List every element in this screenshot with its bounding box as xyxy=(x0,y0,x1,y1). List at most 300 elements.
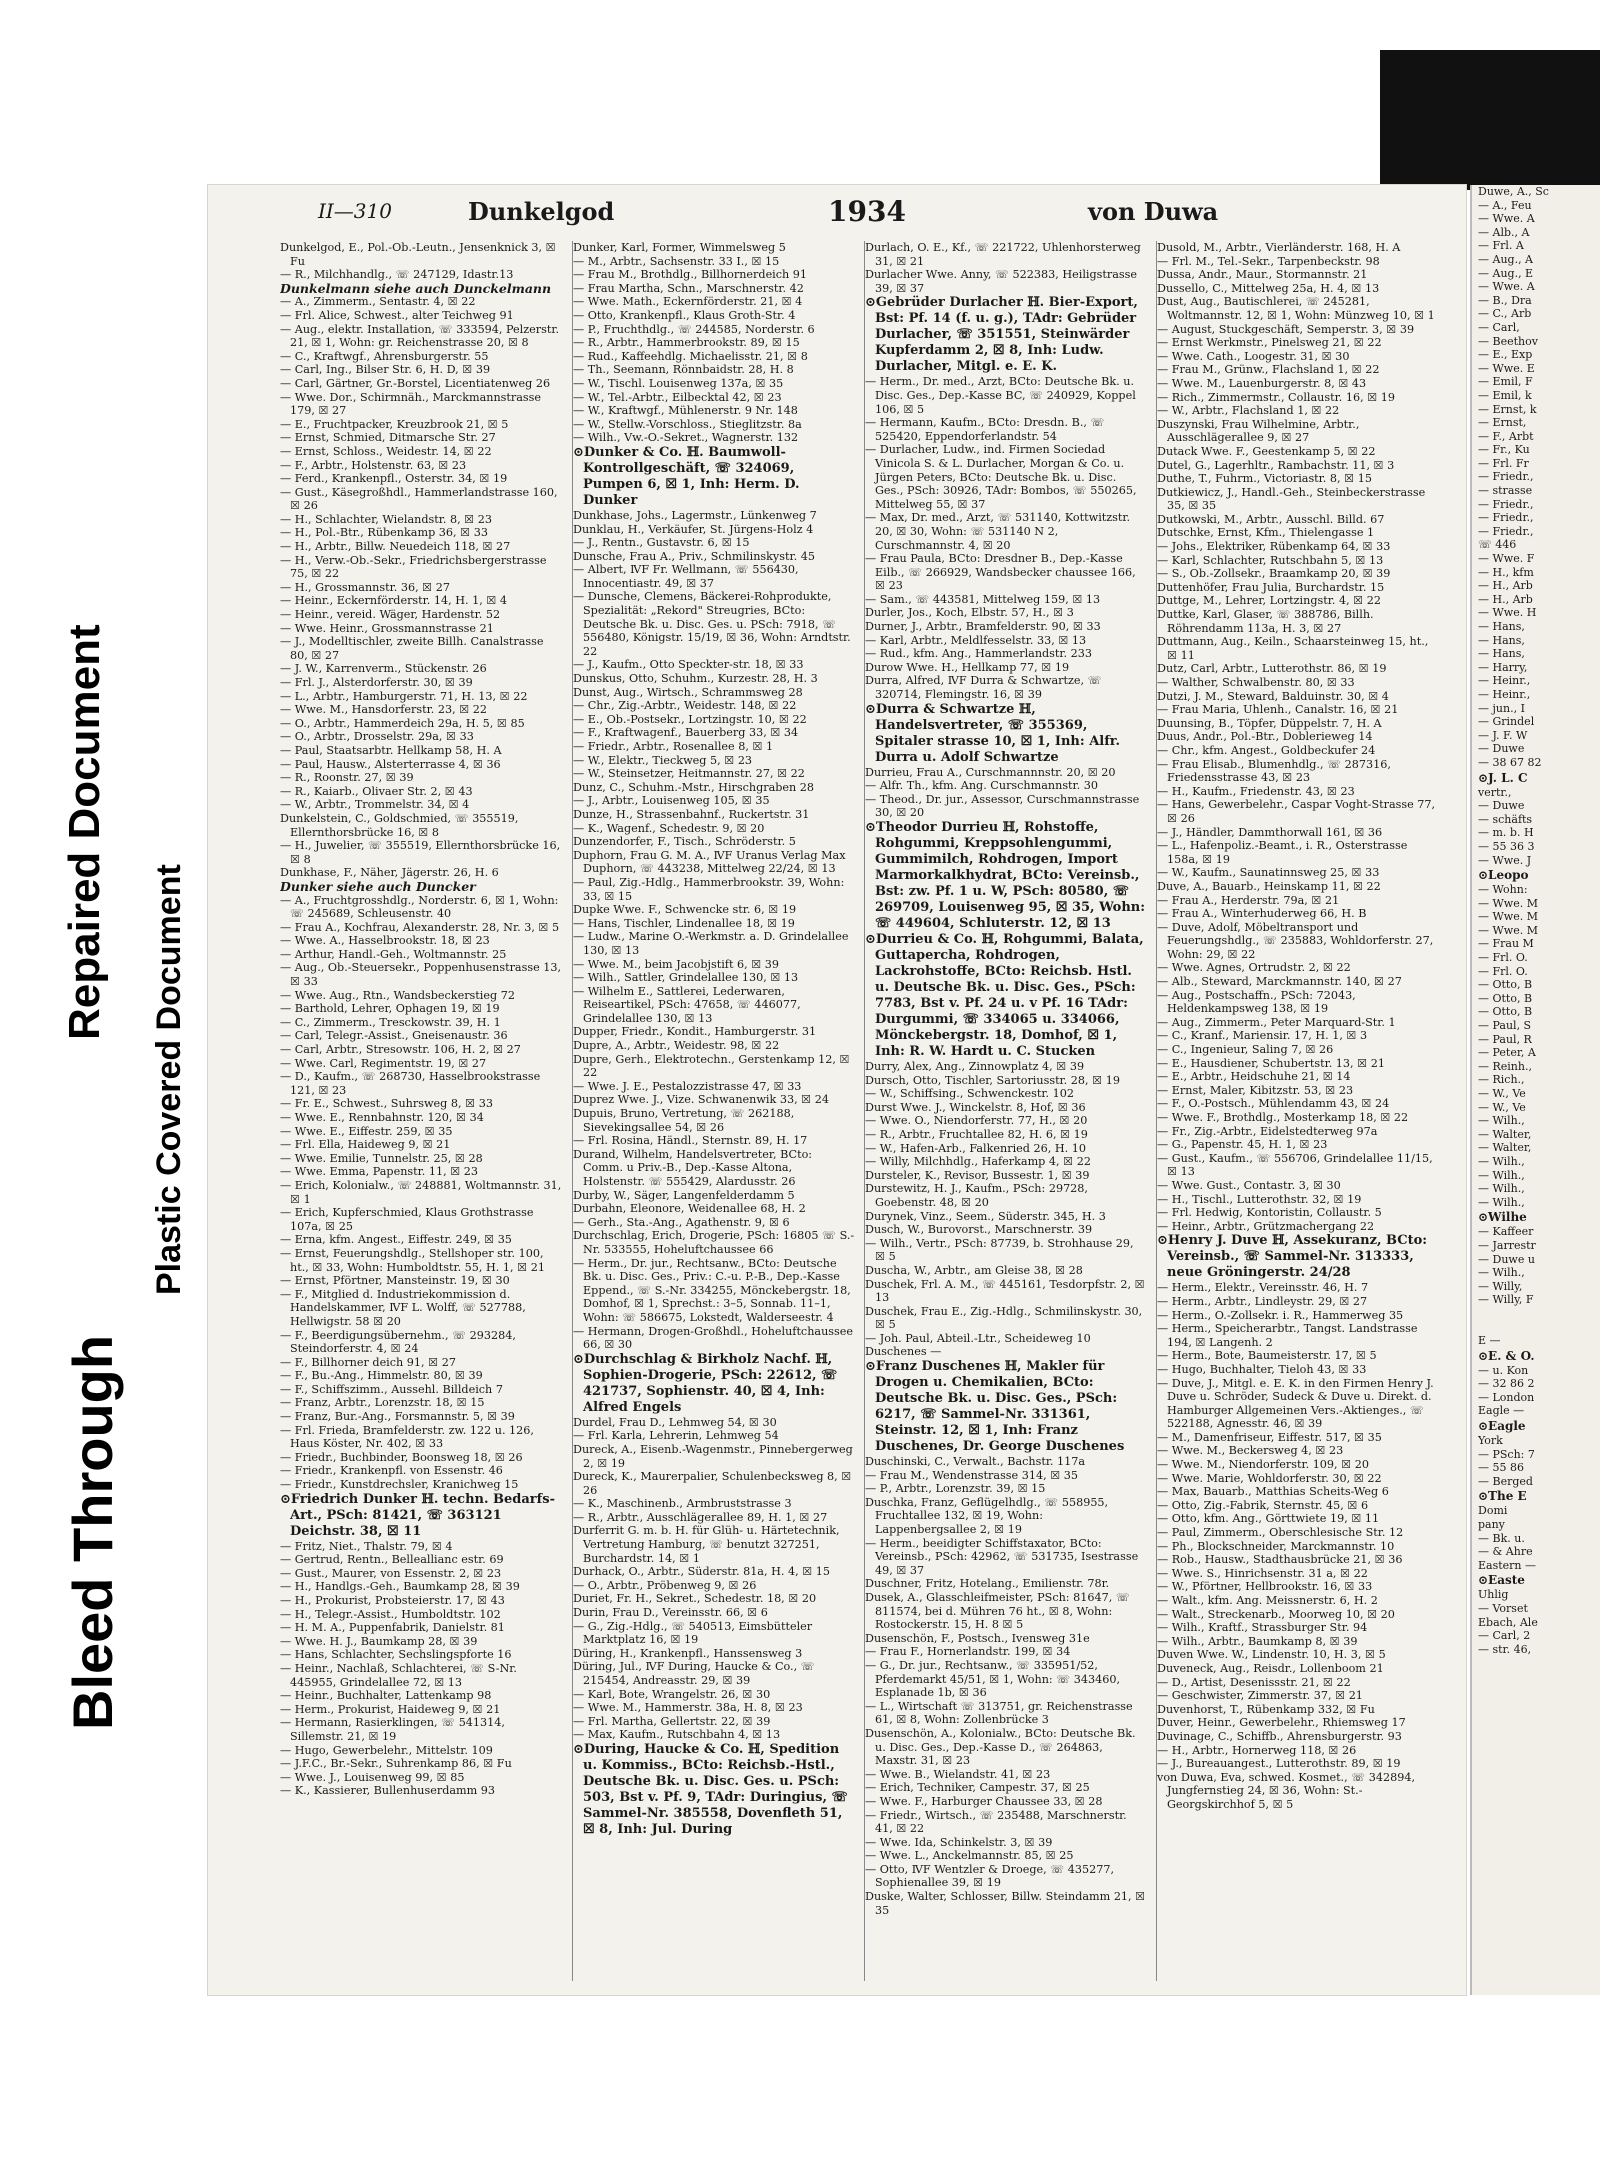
directory-entry: — Wwe. L., Anckelmannstr. 85, ☒ 25 xyxy=(865,1849,1074,1863)
directory-entry: — Wwe. M., Hansdorferstr. 23, ☒ 22 xyxy=(280,703,488,717)
directory-entry: — Wwe. Ida, Schinkelstr. 3, ☒ 39 xyxy=(865,1835,1053,1849)
fragment-line: ⊙The E xyxy=(1478,1489,1527,1504)
directory-entry: — Ernst, Maler, Kibitzstr. 53, ☒ 23 xyxy=(1157,1083,1354,1097)
fragment-line: — Wwe. F xyxy=(1478,552,1535,566)
directory-entry: — Wwe. O., Niendorferstr. 77, H., ☒ 20 xyxy=(865,1114,1088,1128)
fragment-line: — Wilh., xyxy=(1478,1114,1525,1128)
directory-entry: — R., Milchhandlg., ☏ 247129, Idastr.13 xyxy=(280,268,514,282)
directory-entry: Dunskus, Otto, Schuhm., Kurzestr. 28, H. 3 xyxy=(573,672,818,686)
directory-entry: — Alb., Steward, Marckmannstr. 140, ☒ 27 xyxy=(1157,975,1402,989)
directory-entry: — Frl. M., Tel.-Sekr., Tarpenbeckstr. 98 xyxy=(1157,254,1380,268)
guide-word-first: Dunkelgod xyxy=(468,197,615,226)
directory-entry: — Frl. Frieda, Bramfelderstr. zw. 122 u. 126, Haus Köster, Nr. 402, ☒ 33 xyxy=(280,1423,534,1451)
directory-entry: Duveneck, Aug., Reisdr., Lollenboom 21 xyxy=(1157,1661,1384,1675)
fragment-line: — Walter, xyxy=(1478,1127,1532,1141)
fragment-line: — Ernst, k xyxy=(1478,402,1537,416)
directory-entry: — Friedr., Arbtr., Rosenallee 8, ☒ 1 xyxy=(573,740,774,753)
directory-entry: — Chr., kfm. Angest., Goldbeckufer 24 xyxy=(1157,743,1376,757)
directory-entry: Durferrit G. m. b. H. für Glüh- u. Härtetechnik, Vertretung Hamburg, ☏ benutzt 327251, Burchardstr. 14, ☒ 1 xyxy=(573,1524,840,1565)
directory-entry: — Herm., Elektr., Vereinsstr. 46, H. 7 xyxy=(1157,1281,1369,1295)
directory-entry: — H., Kaufm., Friedenstr. 43, ☒ 23 xyxy=(1157,784,1355,798)
directory-entry: — Walt., Streckenarb., Moorweg 10, ☒ 20 xyxy=(1157,1607,1395,1621)
directory-entry: — Wwe. Gust., Contastr. 3, ☒ 30 xyxy=(1157,1178,1341,1192)
directory-entry: — Chr., Zig.-Arbtr., Weidestr. 148, ☒ 22 xyxy=(573,699,797,713)
directory-entry: Duschenes — xyxy=(865,1345,942,1359)
directory-entry: Dutz, Carl, Arbtr., Lutterothstr. 86, ☒ 19 xyxy=(1157,662,1387,676)
directory-entry: Dupre, A., Arbtr., Weidestr. 98, ☒ 22 xyxy=(573,1039,780,1053)
directory-entry: — Dunsche, Clemens, Bäckerei-Rohprodukte, Spezialität: „Rekord" Streugries, BCto: Deutsche Bk. u. Disc. Ges. u. PSch: 7918, ☏ 556480, Königstr. 15/19, ☒ 36, Wohn: Arndtstr. 22 xyxy=(573,590,851,658)
directory-entry: — Walther, Schwalbenstr. 80, ☒ 33 xyxy=(1157,676,1355,689)
directory-entry: Durner, J., Arbtr., Bramfelderstr. 90, ☒ 33 xyxy=(865,620,1101,634)
directory-entry: — J., Kaufm., Otto Speckter-str. 18, ☒ 33 xyxy=(573,658,804,672)
directory-entry: Duschek, Frau E., Zig.-Hdlg., Schmilinskystr. 30, ☒ 5 xyxy=(865,1304,1143,1332)
fragment-line: — Willy, xyxy=(1478,1279,1523,1293)
directory-entry: Duvinage, C., Schiffb., Ahrensburgerstr. 93 xyxy=(1157,1729,1402,1743)
directory-entry: — C., Kraftwgf., Ahrensburgerstr. 55 xyxy=(280,349,489,363)
fragment-line: — Heinr., xyxy=(1478,674,1531,688)
directory-entry: — Heinr., Buchhalter, Lattenkamp 98 xyxy=(280,1689,492,1703)
directory-entry: — Fritz, Niet., Thalstr. 79, ☒ 4 xyxy=(280,1539,453,1553)
directory-entry: — H., Handlgs.-Geh., Baumkamp 28, ☒ 39 xyxy=(280,1580,520,1594)
fragment-line: — Otto, B xyxy=(1478,1005,1533,1019)
directory-entry: — H. M. A., Puppenfabrik, Danielstr. 81 xyxy=(280,1621,505,1635)
fragment-line: — 32 86 2 xyxy=(1478,1377,1535,1391)
directory-entry: von Duwa, Eva, schwed. Kosmet., ☏ 342894, Jungfernstieg 24, ☒ 36, Wohn: St.-Georgskirchhof 5, ☒ 5 xyxy=(1157,1770,1416,1811)
directory-entry: — Carl, Telegr.-Assist., Gneisenaustr. 36 xyxy=(280,1029,508,1043)
directory-entry: — G., Zig.-Hdlg., ☏ 540513, Eimsbütteler Marktplatz 16, ☒ 19 xyxy=(573,1619,813,1647)
column-4 xyxy=(1156,241,1439,1981)
directory-entry: — R., Arbtr., Ausschlägerallee 89, H. 1, ☒ 27 xyxy=(573,1510,828,1524)
directory-entry: Dupke Wwe. F., Schwencke str. 6, ☒ 19 xyxy=(573,903,797,917)
directory-entry: — Wwe. M., beim Jacobjstift 6, ☒ 39 xyxy=(573,957,780,971)
directory-entry: — Wwe. B., Wielandstr. 41, ☒ 23 xyxy=(865,1767,1051,1781)
directory-entry: — Johs., Elektriker, Rübenkamp 64, ☒ 33 xyxy=(1157,540,1391,554)
directory-entry: — Wwe. M., Lauenburgerstr. 8, ☒ 43 xyxy=(1157,376,1367,390)
directory-entry: Duttenhöfer, Frau Julia, Burchardstr. 15 xyxy=(1157,580,1385,594)
directory-entry: — P., Arbtr., Lorenzstr. 39, ☒ 15 xyxy=(865,1482,1046,1496)
directory-entry: — R., Roonstr. 27, ☒ 39 xyxy=(280,771,414,785)
directory-entry: — Heinr., vereid. Wäger, Hardenstr. 52 xyxy=(280,608,501,622)
directory-entry: Dunkelmann siehe auch Dunckelmann xyxy=(280,280,552,296)
directory-entry: — Frau Maria, Uhlenh., Canalstr. 16, ☒ 21 xyxy=(1157,703,1399,717)
fragment-line: ⊙J. L. C xyxy=(1478,770,1528,785)
directory-entry: — Wwe. Emilie, Tunnelstr. 25, ☒ 28 xyxy=(280,1151,483,1165)
fragment-line: — W., Ve xyxy=(1478,1100,1526,1114)
directory-entry: — Wwe. Aug., Rtn., Wandsbeckerstieg 72 xyxy=(280,988,515,1002)
fragment-line: — Duwe xyxy=(1478,742,1525,756)
page-header xyxy=(208,193,1466,233)
directory-entry: — Hermann, Rasierklingen, ☏ 541314, Sillemstr. 21, ☒ 19 xyxy=(280,1716,505,1743)
directory-entry: Dutkiewicz, J., Handl.-Geh., Steinbeckerstrasse 35, ☒ 35 xyxy=(1157,485,1426,513)
directory-entry: — Hugo, Gewerbelehr., Mittelstr. 109 xyxy=(280,1743,493,1757)
fragment-line: — J. F. W xyxy=(1478,728,1528,742)
fragment-line: — Wilh., xyxy=(1478,1168,1525,1182)
directory-entry: — O., Arbtr., Drosselstr. 29a, ☒ 33 xyxy=(280,730,474,744)
fragment-line: pany xyxy=(1478,1518,1505,1532)
directory-entry: Dutel, G., Lagerhltr., Rambachstr. 11, ☒ 3 xyxy=(1157,458,1395,472)
fragment-line: — London xyxy=(1478,1390,1535,1404)
directory-entry: — P., Fruchthdlg., ☏ 244585, Norderstr. 6 xyxy=(573,322,815,336)
directory-entry: — Paul, Hausw., Alsterterrasse 4, ☒ 36 xyxy=(280,757,501,771)
fragment-line: — jun., I xyxy=(1478,701,1525,715)
directory-entry: — R., Arbtr., Hammerbrookstr. 89, ☒ 15 xyxy=(573,336,800,350)
fragment-line: — F., Arbt xyxy=(1478,429,1534,443)
directory-entry: ⊙Durrieu & Co. ℍ, Rohgummi, Balata, Guttapercha, Rohdrogen, Lackrohstoffe, BCto: Reichsb. Hstl. u. Deutsche Bk. u. Disc. Ges., PSch: 7783, Bst v. Pf. 24 u. v Pf. 16 TAdr: Durgummi, ☏ 334065 u. 334066, Mönckebergstr. 18, Domhof, ☒ 1, Inh: R. W. Hardt u. C. Stucken xyxy=(865,932,1144,1059)
directory-entry: — D., Kaufm., ☏ 268730, Hasselbrookstrasse 121, ☒ 23 xyxy=(280,1070,541,1097)
directory-entry: Dutack Wwe. F., Geestenkamp 5, ☒ 22 xyxy=(1157,444,1376,458)
directory-entry: Durhack, O., Arbtr., Süderstr. 81a, H. 4, ☒ 15 xyxy=(573,1565,831,1579)
fragment-line: — Frl. Fr xyxy=(1478,456,1529,470)
directory-entry: Durbahn, Eleonore, Weidenallee 68, H. 2 xyxy=(573,1202,806,1216)
directory-entry: — Sam., ☏ 443581, Mittelweg 159, ☒ 13 xyxy=(865,592,1101,606)
fragment-line: Eagle — xyxy=(1478,1404,1525,1418)
directory-entry: — Fr., Zig.-Arbtr., Eidelstedterweg 97a xyxy=(1157,1124,1378,1138)
fragment-line: — Harry, xyxy=(1478,660,1528,674)
directory-entry: — Herm., Speicherarbtr., Tangst. Landstrasse 194, ☒ Langenh. 2 xyxy=(1157,1322,1418,1349)
directory-entry: — C., Ingenieur, Saling 7, ☒ 26 xyxy=(1157,1043,1334,1057)
fragment-line: — Peter, A xyxy=(1478,1046,1536,1060)
directory-entry: — Wwe. M., Niendorferstr. 109, ☒ 20 xyxy=(1157,1458,1369,1472)
fragment-line: — Wwe. H xyxy=(1478,606,1537,620)
fragment-line: — Walter, xyxy=(1478,1141,1532,1155)
directory-entry: — Paul, Zimmerm., Oberschlesische Str. 12 xyxy=(1157,1526,1404,1540)
directory-entry: — Herm., Dr. jur., Rechtsanw., BCto: Deutsche Bk. u. Disc. Ges., Priv.: C.-u. P.-B., Dep.-Kasse Eppend., ☏ S.-Nr. 334255, Mönckebergstr. 18, Domhof, ☒ 1, Sprechst.: 3–5, Sonnab. 11–1, Wohn: ☏ 586675, Lokstedt, Walderseestr. 4 xyxy=(573,1256,851,1324)
directory-entry: — C., Kranf., Mariensir. 17, H. 1, ☒ 3 xyxy=(1157,1029,1368,1043)
directory-entry: — Walt., kfm. Ang. Meissnerstr. 6, H. 2 xyxy=(1157,1594,1378,1607)
fragment-line: — Berged xyxy=(1478,1474,1533,1488)
directory-entry: — Gust., Maurer, von Essenstr. 2, ☒ 23 xyxy=(280,1566,502,1580)
directory-entry: — J., Bureauangest., Lutterothstr. 89, ☒ 19 xyxy=(1157,1757,1401,1771)
directory-entry: — W., Elektr., Tieckweg 5, ☒ 23 xyxy=(573,753,753,767)
directory-entry: — Gust., Käsegroßhdl., Hammerlandstrasse 160, ☒ 26 xyxy=(280,485,558,513)
directory-entry: Dunkhase, Johs., Lagermstr., Lünkenweg 7 xyxy=(573,508,817,522)
directory-entry: — Rob., Hausw., Stadthausbrücke 21, ☒ 36 xyxy=(1157,1553,1403,1567)
fragment-line: — Wwe. M xyxy=(1478,923,1538,937)
directory-entry: Duunsing, B., Töpfer, Düppelstr. 7, H. A xyxy=(1157,716,1382,730)
directory-entry: — Herm., Dr. med., Arzt, BCto: Deutsche Bk. u. Disc. Ges., Dep.-Kasse BC, ☏ 240929, Koppel 106, ☒ 5 xyxy=(865,375,1136,416)
directory-entry: Durand, Wilhelm, Handelsvertreter, BCto: Comm. u Priv.-B., Dep.-Kasse Altona, Holstenstr. ☏ 555429, Alardusstr. 26 xyxy=(573,1147,813,1188)
directory-entry: Dunker siehe auch Duncker xyxy=(280,878,476,894)
directory-entry: Dussello, C., Mittelweg 25a, H. 4, ☒ 13 xyxy=(1157,281,1380,295)
directory-entry: — Paul, Zig.-Hdlg., Hammerbrookstr. 39, Wohn: 33, ☒ 15 xyxy=(573,875,845,903)
directory-entry: — Herm., Prokurist, Haideweg 9, ☒ 21 xyxy=(280,1702,501,1716)
directory-entry: — Rud., Kaffeehdlg. Michaelisstr. 21, ☒ 8 xyxy=(573,349,808,363)
fragment-line: — Wwe. M xyxy=(1478,910,1538,924)
directory-entry: — Herm., Bote, Baumeisterstr. 17, ☒ 5 xyxy=(1157,1349,1377,1363)
fragment-line: ⊙Wilhe xyxy=(1478,1210,1527,1225)
directory-entry: Dutzi, J. M., Steward, Balduinstr. 30, ☒ 4 xyxy=(1157,689,1389,703)
fragment-line: vertr., xyxy=(1478,785,1512,799)
label-bleed-through: Bleed Through xyxy=(61,1334,124,1730)
directory-entry: — Willy, Milchhdlg., Haferkamp 4, ☒ 22 xyxy=(865,1155,1091,1169)
fragment-line: — 55 86 xyxy=(1478,1461,1524,1475)
columns-area xyxy=(280,241,1462,1991)
directory-entry: — Hans, Gewerbelehr., Caspar Voght-Strasse 77, ☒ 26 xyxy=(1157,798,1436,825)
directory-entry: Durdel, Frau D., Lehmweg 54, ☒ 30 xyxy=(573,1415,777,1429)
directory-entry: — Fr. E., Schwest., Suhrsweg 8, ☒ 33 xyxy=(280,1097,493,1111)
fragment-line: — Otto, B xyxy=(1478,991,1533,1005)
guide-word-last: von Duwa xyxy=(1088,197,1219,226)
directory-entry: Dusenschön, A., Kolonialw., BCto: Deutsche Bk. u. Disc. Ges., Dep.-Kasse D., ☏ 264863, Maxstr. 31, ☒ 23 xyxy=(865,1726,1136,1768)
directory-entry: Duschner, Fritz, Hotelang., Emilienstr. 78r. xyxy=(865,1577,1110,1591)
fragment-line: ⊙E. & O. xyxy=(1478,1348,1535,1363)
directory-entry: — Frl. Hedwig, Kontoristin, Collaustr. 5 xyxy=(1157,1206,1382,1220)
fragment-line: — Friedr., xyxy=(1478,524,1534,538)
directory-entry: — Herm., O.-Zollsekr. i. R., Hammerweg 35 xyxy=(1157,1308,1404,1322)
directory-entry: — A., Zimmerm., Sentastr. 4, ☒ 22 xyxy=(280,295,476,309)
fragment-line: — Emil, k xyxy=(1478,388,1532,402)
directory-entry: — G., Dr. jur., Rechtsanw., ☏ 335951/52, Pferdemarkt 45/51, ☒ 1, Wohn: ☏ 343460, Esplanade 1b, ☒ 36 xyxy=(865,1658,1121,1700)
directory-entry: Duttge, M., Lehrer, Lortzingstr. 4, ☒ 22 xyxy=(1157,594,1382,608)
directory-entry: — Wwe. Emma, Papenstr. 11, ☒ 23 xyxy=(280,1165,479,1179)
directory-entry: — E., Arbtr., Heidschuhe 21, ☒ 14 xyxy=(1157,1070,1351,1084)
directory-entry: — Frau A., Kochfrau, Alexanderstr. 28, Nr. 3, ☒ 5 xyxy=(280,920,560,934)
directory-entry: ⊙Theodor Durrieu ℍ, Rohstoffe, Rohgummi, Kreppsohlengummi, Gummimilch, Rohdrogen, Import Marmorkalkhydrat, BCto: Vereinsb., Bst: zw. Pf. 1 u. W, PSch: 80580, ☏ 269709, Louisenweg 95, ☒ 35, Wohn: ☏ 449604, Schluterstr. 12, ☒ 13 xyxy=(865,820,1146,931)
fragment-line: E — xyxy=(1478,1334,1501,1348)
directory-entry: — Carl, Gärtner, Gr.-Borstel, Licentiatenweg 26 xyxy=(280,376,551,390)
directory-entry: Dunze, H., Strassenbahnf., Ruckertstr. 31 xyxy=(573,807,810,821)
directory-entry: — Frl. J., Alsterdorferstr. 30, ☒ 39 xyxy=(280,676,473,689)
directory-entry: — H., Arbtr., Hornerweg 118, ☒ 26 xyxy=(1157,1743,1357,1757)
directory-entry: — Ernst, Schmied, Ditmarsche Str. 27 xyxy=(280,431,496,445)
directory-entry: — Friedr., Kunstdrechsler, Kranichweg 15 xyxy=(280,1478,519,1492)
directory-entry: Durra, Alfred, ⅣF Durra & Schwartze, ☏ 320714, Flemingstr. 16, ☒ 39 xyxy=(865,674,1102,702)
directory-entry: — Wilh., Kraftf., Strassburger Str. 94 xyxy=(1157,1621,1368,1635)
directory-entry: Dupper, Friedr., Kondit., Hamburgerstr. 31 xyxy=(573,1025,817,1039)
fragment-line: — H., Arb xyxy=(1478,592,1533,606)
directory-entry: — Wilh., Vw.-O.-Sekret., Wagnerstr. 132 xyxy=(573,431,799,445)
directory-entry: — Ludw., Marine O.-Werkmstr. a. D. Grindelallee 130, ☒ 13 xyxy=(573,930,849,957)
fragment-line: — Heinr., xyxy=(1478,687,1531,701)
directory-entry: — Wwe. M., Hammerstr. 38a, H. 8, ☒ 23 xyxy=(573,1701,803,1715)
fragment-line: — Friedr., xyxy=(1478,470,1534,484)
directory-entry: — Herm., Arbtr., Lindleystr. 29, ☒ 27 xyxy=(1157,1294,1368,1308)
fragment-line: — Vorset xyxy=(1478,1602,1528,1615)
directory-entry: — Wwe. M., Beckersweg 4, ☒ 23 xyxy=(1157,1444,1344,1458)
directory-entry: — Ernst, Pförtner, Mansteinstr. 19, ☒ 30 xyxy=(280,1274,510,1288)
directory-entry: — Wwe. Marie, Wohldorferstr. 30, ☒ 22 xyxy=(1157,1471,1382,1485)
fragment-line: — Jarrestr xyxy=(1478,1238,1536,1252)
column-1 xyxy=(280,241,562,1981)
fragment-line: — Friedr., xyxy=(1478,511,1534,525)
fragment-line: — Beethov xyxy=(1478,334,1538,348)
fragment-line: Domi xyxy=(1478,1504,1508,1518)
directory-entry: — J., Modelltischler, zweite Billh. Canalstrasse 80, ☒ 27 xyxy=(280,635,544,662)
fragment-line: — 38 67 82 xyxy=(1478,755,1542,769)
directory-entry: — Karl, Arbtr., Meldlfesselstr. 33, ☒ 13 xyxy=(865,633,1087,647)
directory-entry: — Aug., Zimmerm., Peter Marquard-Str. 1 xyxy=(1157,1015,1396,1029)
directory-entry: — M., Arbtr., Sachsenstr. 33 I., ☒ 15 xyxy=(573,254,780,268)
fragment-line: — Wilh., xyxy=(1478,1154,1525,1168)
fragment-line: — PSch: 7 xyxy=(1478,1447,1535,1461)
fragment-line: Ebach, Ale xyxy=(1478,1615,1538,1629)
film-border-top xyxy=(0,0,1600,40)
directory-entry: — Duve, J., Mitgl. e. E. K. in den Firmen Henry J. Duve u. Schröder, Sudeck & Duve u. Direkt. d. Hamburger Allgemeinen Vers.-Aktienges., ☏ 522188, Agnesstr. 46, ☒ 39 xyxy=(1157,1376,1434,1431)
directory-entry: — S., Ob.-Zollsekr., Braamkamp 20, ☒ 39 xyxy=(1157,567,1391,581)
directory-entry: — W., Pförtner, Hellbrookstr. 16, ☒ 33 xyxy=(1157,1580,1373,1594)
directory-entry: — Hugo, Buchhalter, Tieloh 43, ☒ 33 xyxy=(1157,1362,1367,1376)
directory-entry: — K., Wagenf., Schedestr. 9, ☒ 20 xyxy=(573,821,765,835)
directory-entry: — Erich, Techniker, Campestr. 37, ☒ 25 xyxy=(865,1781,1090,1795)
directory-entry: — Frau A., Herderstr. 79a, ☒ 21 xyxy=(1157,893,1340,907)
directory-entry: — Friedr., Krankenpfl. von Essenstr. 46 xyxy=(280,1464,503,1478)
fragment-line: — Friedr., xyxy=(1478,497,1534,511)
fragment-line: — Wwe. E xyxy=(1478,361,1535,375)
directory-entry: — Otto, kfm. Ang., Görttwiete 19, ☒ 11 xyxy=(1157,1512,1380,1526)
directory-entry: — W., Tel.-Arbtr., Eilbecktal 42, ☒ 23 xyxy=(573,390,782,404)
directory-entry: — Frau Elisab., Blumenhdlg., ☏ 287316, Friedensstrasse 43, ☒ 23 xyxy=(1157,757,1391,785)
directory-entry: Dust, Aug., Bautischlerei, ☏ 245281, Woltmannstr. 12, ☒ 1, Wohn: Münzweg 10, ☒ 1 xyxy=(1157,295,1435,322)
directory-entry: — W., Hafen-Arb., Falkenried 26, H. 10 xyxy=(865,1141,1086,1155)
fragment-line: ⊙Leopo xyxy=(1478,868,1529,883)
directory-entry: — E., Ob.-Postsekr., Lortzingstr. 10, ☒ 22 xyxy=(573,712,807,726)
fragment-line: — Kaffeer xyxy=(1478,1225,1534,1239)
directory-entry: — Frau F., Hornerlandstr. 199, ☒ 34 xyxy=(865,1645,1071,1659)
directory-entry: Dupuis, Bruno, Vertretung, ☏ 262188, Sievekingsallee 54, ☒ 26 xyxy=(573,1107,795,1134)
fragment-line: — Rich., xyxy=(1478,1073,1525,1087)
directory-entry: — Barthold, Lehrer, Ophagen 19, ☒ 19 xyxy=(280,1002,500,1016)
fragment-line: — Ernst, xyxy=(1478,416,1527,430)
directory-entry: Dunkhase, F., Näher, Jägerstr. 26, H. 6 xyxy=(280,866,499,880)
directory-entry: — H., Arbtr., Billw. Neuedeich 118, ☒ 27 xyxy=(280,540,511,554)
directory-entry: Duve, A., Bauarb., Heinskamp 11, ☒ 22 xyxy=(1157,879,1381,893)
fragment-line: — Frl. O. xyxy=(1478,951,1528,965)
directory-entry: — Rich., Zimmermstr., Collaustr. 16, ☒ 19 xyxy=(1157,390,1396,404)
directory-entry: Düring, Jul., ⅣF During, Haucke & Co., ☏ 215454, Andreasstr. 29, ☒ 39 xyxy=(573,1660,815,1687)
fragment-line: — Otto, B xyxy=(1478,978,1533,992)
directory-entry: — F., Arbtr., Holstenstr. 63, ☒ 23 xyxy=(280,458,467,472)
directory-entry: — Aug., Postschaffn., PSch: 72043, Heldenkampsweg 138, ☒ 19 xyxy=(1157,988,1356,1016)
fragment-line: Uhlig xyxy=(1478,1588,1509,1602)
directory-entry: Dupre, Gerh., Elektrotechn., Gerstenkamp 12, ☒ 22 xyxy=(573,1052,850,1080)
fragment-line: — B., Dra xyxy=(1478,293,1532,307)
directory-entry: Dusek, A., Glasschleifmeister, PSch: 81647, ☏ 811574, bei d. Mühren 76 ht., ☒ 8, Wohn: Rostockerstr. 15, H. 8 ☒ 5 xyxy=(865,1591,1130,1632)
directory-entry: Durow Wwe. H., Hellkamp 77, ☒ 19 xyxy=(865,660,1070,674)
directory-entry: Duprez Wwe. J., Vize. Schwanenwik 33, ☒ 24 xyxy=(573,1093,830,1107)
directory-entry: — Heinr., Nachlaß, Schlachterei, ☏ S-Nr. 445955, Grindelallee 72, ☒ 13 xyxy=(280,1661,517,1689)
directory-entry: — W., Tischl. Louisenweg 137a, ☒ 35 xyxy=(573,376,784,390)
directory-entry: — Th., Seemann, Rönnbaidstr. 28, H. 8 xyxy=(573,363,794,377)
fragment-line: — Duwe xyxy=(1478,799,1525,813)
directory-entry: — Frl. Martha, Gellertstr. 22, ☒ 39 xyxy=(573,1714,771,1728)
directory-entry: — F., Billhorner deich 91, ☒ 27 xyxy=(280,1355,456,1369)
directory-entry: — J. W., Karrenverm., Stückenstr. 26 xyxy=(280,662,487,676)
directory-entry: — H., Verw.-Ob.-Sekr., Friedrichsbergerstrasse 75, ☒ 22 xyxy=(280,553,547,581)
directory-entry: Durlacher Wwe. Anny, ☏ 522383, Heiligstrasse 39, ☒ 37 xyxy=(865,268,1138,295)
directory-entry: — W., Steinsetzer, Heitmannstr. 27, ☒ 22 xyxy=(573,767,805,781)
directory-entry: — Max, Kaufm., Rutschbahn 4, ☒ 13 xyxy=(573,1728,781,1742)
directory-entry: — Otto, Krankenpfl., Klaus Groth-Str. 4 xyxy=(573,308,796,322)
fragment-line: — m. b. H xyxy=(1478,826,1534,840)
directory-entry: ⊙Gebrüder Durlacher ℍ. Bier-Export, Bst: Pf. 14 (f. u. g.), TAdr: Gebrüder Durlacher, ☏ 351551, Steinwärder Kupferdamm 2, ☒ 8, Inh: Ludw. Durlacher, Mitgl. e. E. K. xyxy=(865,295,1138,375)
fragment-line: — Alb., A xyxy=(1478,225,1530,239)
directory-entry: — Franz, Bur.-Ang., Forsmannstr. 5, ☒ 39 xyxy=(280,1410,515,1424)
fragment-line: — Wohn: xyxy=(1478,883,1528,897)
fragment-line: — Hans, xyxy=(1478,633,1525,647)
directory-entry: — Ernst, Schloss., Weidestr. 14, ☒ 22 xyxy=(280,444,492,458)
directory-entry: Düring, H., Krankenpfl., Hanssensweg 3 xyxy=(573,1646,803,1660)
directory-entry: — H., Pol.-Btr., Rübenkamp 36, ☒ 33 xyxy=(280,526,488,540)
directory-entry: Durry, Alex, Ang., Zinnowplatz 4, ☒ 39 xyxy=(865,1060,1085,1073)
directory-entry: — Max, Dr. med., Arzt, ☏ 531140, Kottwitzstr. 20, ☒ 30, Wohn: ☏ 531140 N 2, Curschmannstr. 4, ☒ 20 xyxy=(865,511,1131,552)
directory-entry: — Gertrud, Rentn., Belleallianc estr. 69 xyxy=(280,1553,504,1567)
directory-entry: — W., Stellw.-Vorschloss., Stieglitzstr. 8a xyxy=(573,417,802,431)
directory-entry: — Theod., Dr. jur., Assessor, Curschmannstrasse 30, ☒ 20 xyxy=(865,792,1140,820)
label-repaired-document: Repaired Document xyxy=(60,624,109,1040)
directory-entry: ⊙Franz Duschenes ℍ, Makler für Drogen u. Chemikalien, BCto: Deutsche Bk. u. Disc. Ges., PSch: 6217, ☏ Sammel-Nr. 331361, Steinstr. 12, ☒ 1, Inh: Franz Duschenes, Dr. George Duschenes xyxy=(865,1359,1125,1455)
directory-entry: Duschka, Franz, Geflügelhdlg., ☏ 558955, Fruchtallee 132, ☒ 19, Wohn: Lappenbergsallee 2, ☒ 19 xyxy=(865,1495,1109,1537)
directory-entry: Dutschke, Ernst, Kfm., Thielengasse 1 xyxy=(1157,526,1375,540)
directory-entry: — Frau Martha, Schn., Marschnerstr. 42 xyxy=(573,281,804,295)
fragment-line: — Wwe. M xyxy=(1478,896,1538,910)
directory-entry: Duschinski, C., Verwalt., Bachstr. 117a xyxy=(865,1455,1086,1469)
fragment-line: — & Ahre xyxy=(1478,1545,1533,1559)
fragment-line xyxy=(1478,1307,1598,1321)
directory-entry: — W., Arbtr., Flachsland 1, ☒ 22 xyxy=(1157,404,1340,418)
directory-entry: Dursch, Otto, Tischler, Sartoriusstr. 28, ☒ 19 xyxy=(865,1073,1120,1087)
fragment-line: ☏ 446 xyxy=(1478,538,1517,552)
fragment-line: — Wilh., xyxy=(1478,1195,1525,1209)
directory-entry: — Wwe. Dor., Schirmnäh., Marckmannstrasse 179, ☒ 27 xyxy=(280,390,542,418)
directory-entry: Durchschlag, Erich, Drogerie, PSch: 16805 ☏ S.-Nr. 533555, Hoheluftchaussee 66 xyxy=(573,1229,855,1256)
directory-entry: Dusold, M., Arbtr., Vierländerstr. 168, H. A xyxy=(1157,241,1401,254)
directory-entry: — H., Prokurist, Probsteierstr. 17, ☒ 43 xyxy=(280,1594,505,1607)
directory-entry: — Frau A., Winterhuderweg 66, H. B xyxy=(1157,907,1367,921)
directory-entry: Dusenschön, F., Postsch., Ivensweg 31e xyxy=(865,1631,1090,1645)
directory-entry: — Erich, Kolonialw., ☏ 248881, Woltmannstr. 31, ☒ 1 xyxy=(280,1178,562,1206)
directory-entry: — Wilh., Arbtr., Baumkamp 8, ☒ 39 xyxy=(1157,1634,1358,1648)
fragment-line: — Grindel xyxy=(1478,715,1535,729)
directory-entry: Duttke, Karl, Glaser, ☏ 388786, Billh. Röhrendamm 113a, H. 3, ☒ 27 xyxy=(1157,608,1374,635)
directory-entry: — F., O.-Postsch., Mühlendamm 43, ☒ 24 xyxy=(1157,1097,1390,1111)
directory-entry: — W., Schiffsing., Schwenckestr. 102 xyxy=(865,1087,1074,1101)
directory-entry: — K., Maschinenb., Armbruststrasse 3 xyxy=(573,1497,792,1511)
directory-entry: ⊙Durra & Schwartze ℍ, Handelsvertreter, ☏ 355369, Spitaler strasse 10, ☒ 1, Inh: Alfr. Durra u. Adolf Schwartze xyxy=(865,701,1120,765)
directory-entry: — D., Artist, Desenissstr. 21, ☒ 22 xyxy=(1157,1675,1351,1689)
directory-entry: — F., Bu.-Ang., Himmelstr. 80, ☒ 39 xyxy=(280,1369,483,1383)
fragment-line xyxy=(1478,1321,1598,1335)
fragment-line: ⊙Easte xyxy=(1478,1573,1525,1588)
directory-entry: — Ferd., Krankenpfl., Osterstr. 34, ☒ 19 xyxy=(280,472,508,486)
directory-entry: — Wwe. Carl, Regimentstr. 19, ☒ 27 xyxy=(280,1056,487,1070)
directory-entry: — Karl, Schlachter, Rutschbahn 5, ☒ 13 xyxy=(1157,553,1384,567)
directory-entry: — Otto, Zig.-Fabrik, Sternstr. 45, ☒ 6 xyxy=(1157,1498,1369,1512)
directory-entry: — Wwe. Math., Eckernförderstr. 21, ☒ 4 xyxy=(573,295,803,309)
fragment-line: — Fr., Ku xyxy=(1478,443,1530,457)
directory-entry: — Frau Paula, BCto: Dresdner B., Dep.-Kasse Eilb., ☏ 266929, Wandsbecker chaussee 166, ☒ 23 xyxy=(865,552,1136,593)
fragment-line: — H., kfm xyxy=(1478,565,1534,579)
directory-entry: Duschek, Frl. A. M., ☏ 445161, Tesdorpfstr. 2, ☒ 13 xyxy=(865,1277,1145,1305)
directory-entry: — J., Händler, Dammthorwall 161, ☒ 36 xyxy=(1157,825,1383,839)
fragment-line: — Paul, R xyxy=(1478,1032,1532,1046)
directory-entry: — K., Kassierer, Bullenhuserdamm 93 xyxy=(280,1784,496,1798)
directory-entry: — Heinr., Arbtr., Grützmachergang 22 xyxy=(1157,1219,1375,1233)
directory-entry: — J., Arbtr., Louisenweg 105, ☒ 35 xyxy=(573,794,770,808)
fragment-line: — Frl. A xyxy=(1478,239,1524,253)
side-labels xyxy=(60,220,190,1730)
column-3 xyxy=(864,241,1147,1981)
directory-entry: — Joh. Paul, Abteil.-Ltr., Scheideweg 10 xyxy=(865,1331,1091,1345)
directory-entry: Durin, Frau D., Vereinsstr. 66, ☒ 6 xyxy=(573,1606,768,1620)
directory-entry: ⊙Henry J. Duve ℍ, Assekuranz, BCto: Vereinsb., ☏ Sammel-Nr. 313333, neue Gröningerstr. 24/28 xyxy=(1157,1233,1428,1281)
directory-entry: — H., Grossmannstr. 36, ☒ 27 xyxy=(280,580,450,594)
directory-entry: — Frau M., Wendenstrasse 314, ☒ 35 xyxy=(865,1468,1079,1482)
fragment-line: — Bk. u. xyxy=(1478,1531,1525,1545)
directory-entry: Duscha, W., Arbtr., am Gleise 38, ☒ 28 xyxy=(865,1263,1083,1277)
fragment-line: — E., Exp xyxy=(1478,348,1533,362)
directory-entry: — Alfr. Th., kfm. Ang. Curschmannstr. 30 xyxy=(865,779,1099,793)
directory-entry: — W., Kaufm., Saunatinnsweg 25, ☒ 33 xyxy=(1157,866,1380,880)
